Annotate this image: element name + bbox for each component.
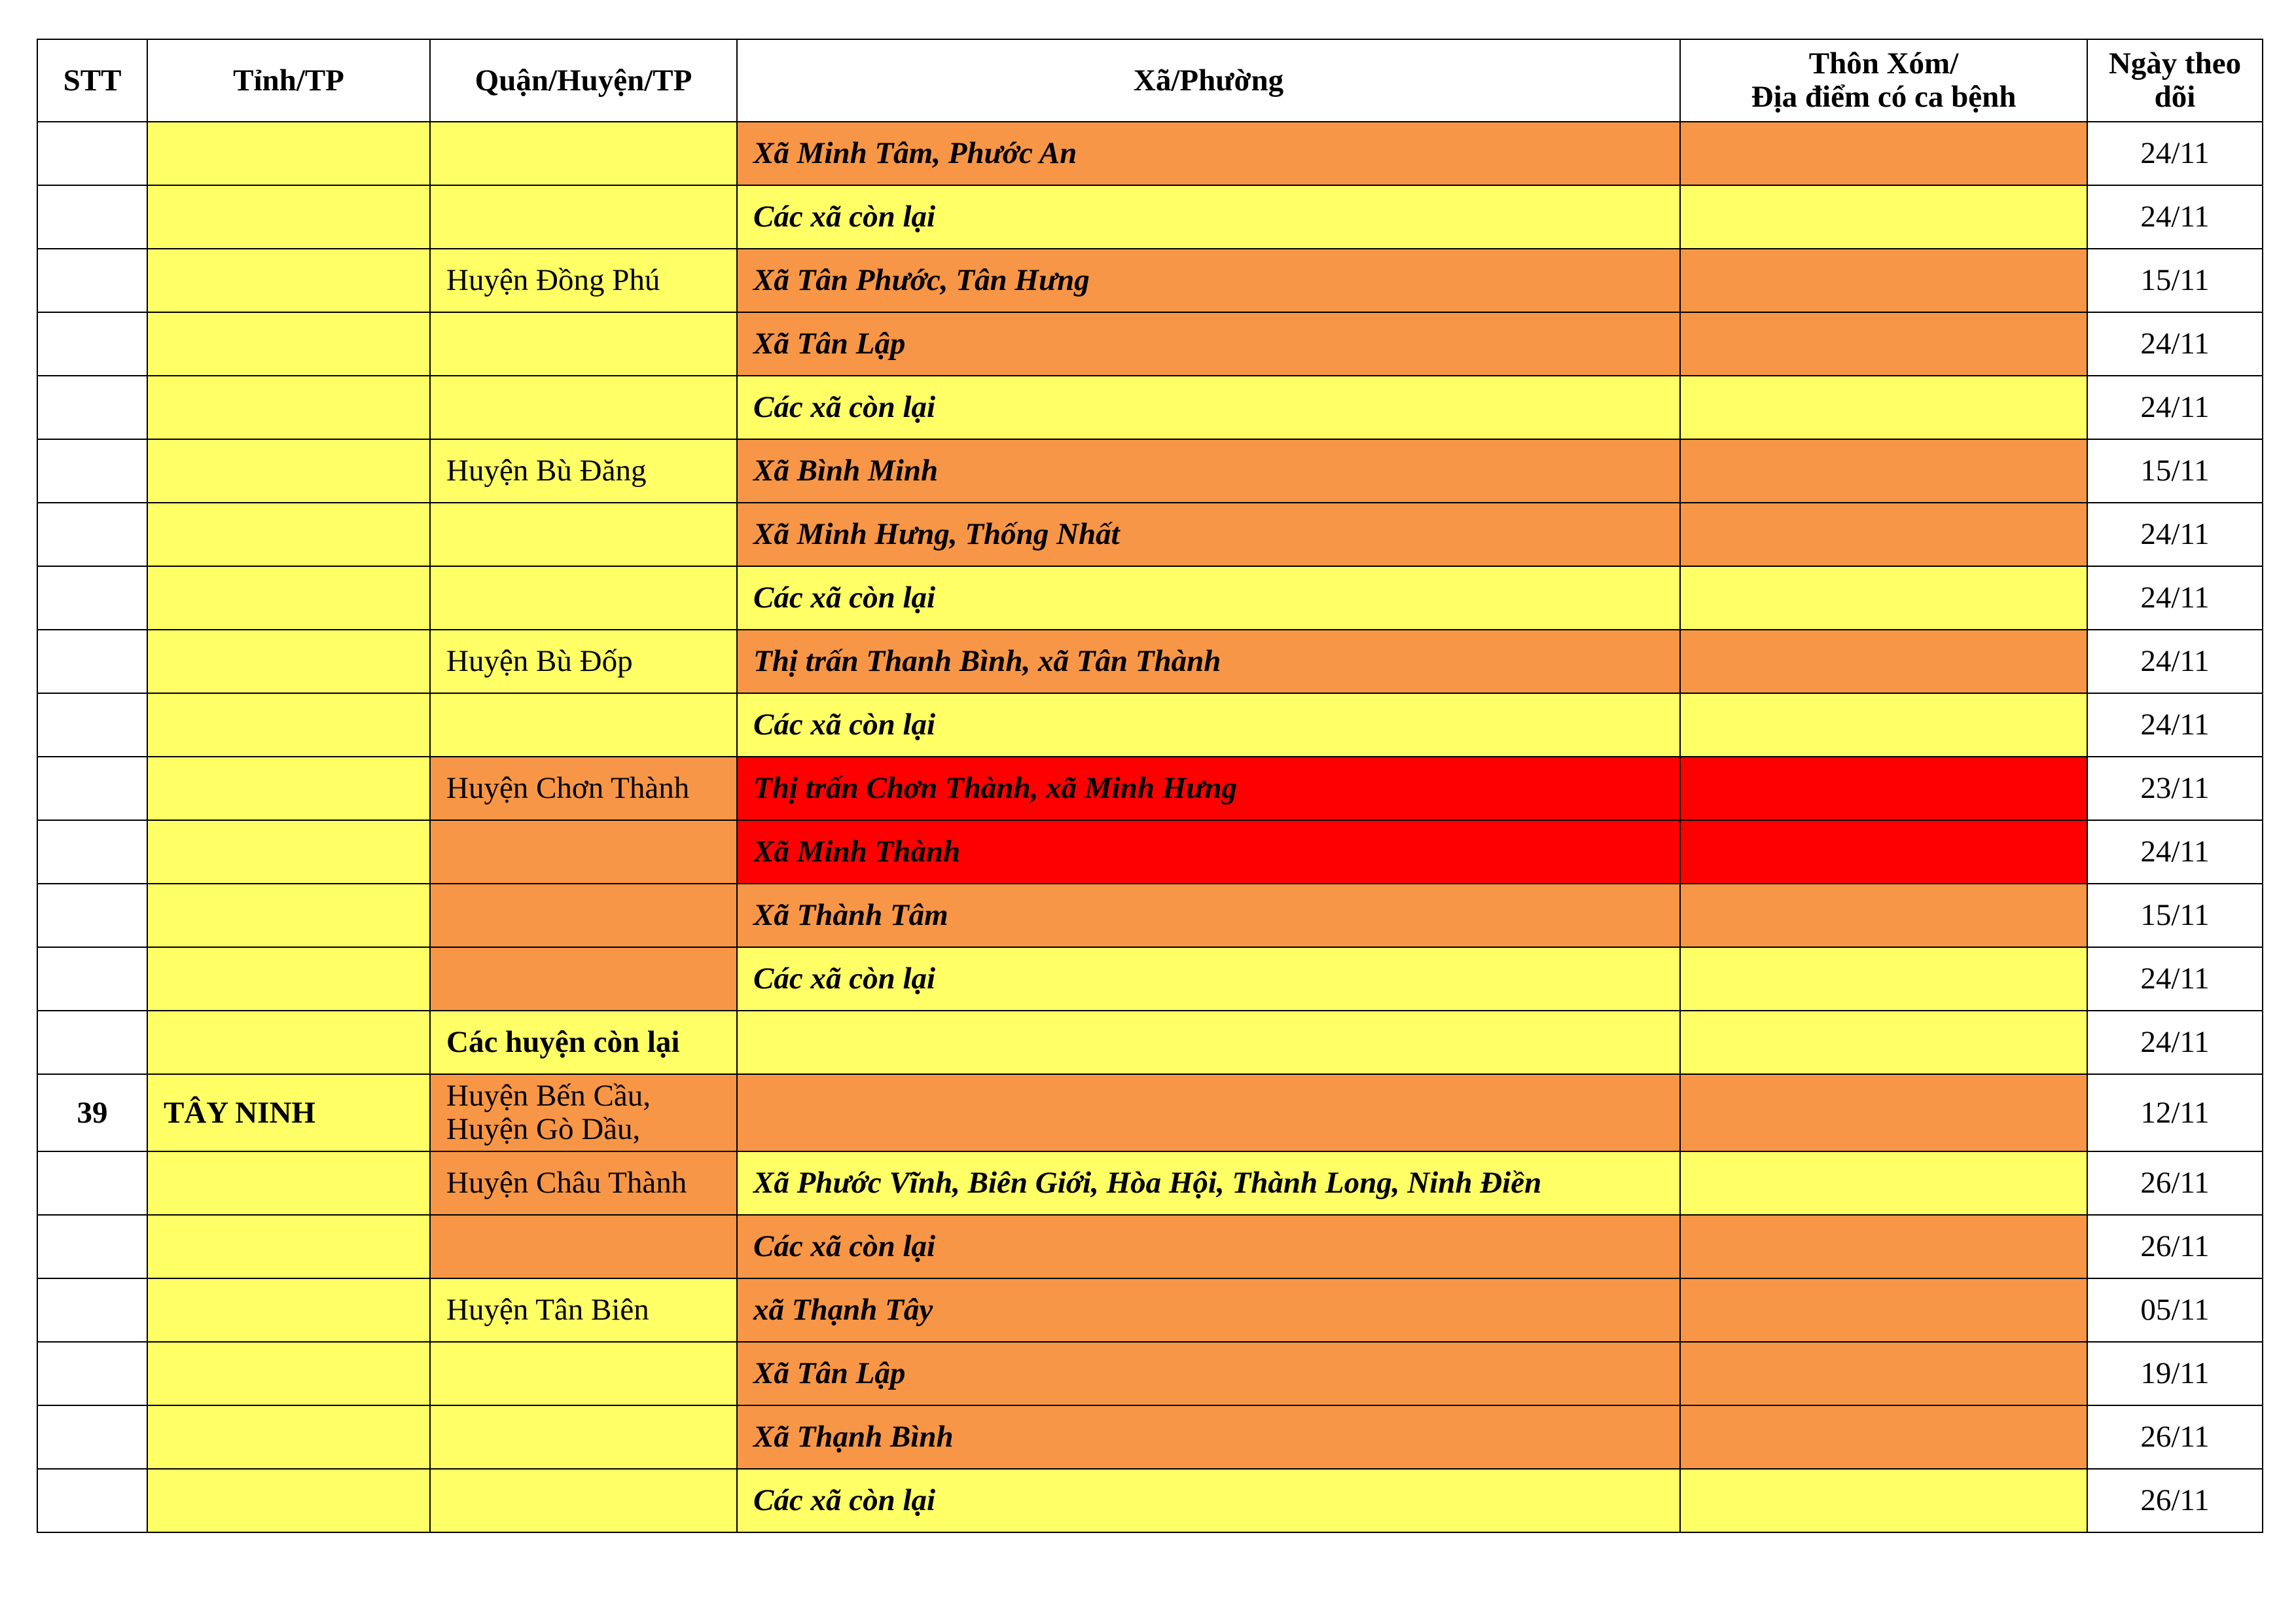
table-row xyxy=(37,1469,2263,1532)
cell-stt xyxy=(37,249,147,312)
table-row xyxy=(37,312,2263,376)
cell-ward: Xã Tân Lập xyxy=(737,312,1680,376)
cell-district xyxy=(430,820,737,884)
table-row xyxy=(37,947,2263,1011)
cell-date: 15/11 xyxy=(2087,249,2263,312)
cell-district: Huyện Châu Thành xyxy=(430,1151,737,1215)
cell-village xyxy=(1680,439,2087,503)
cell-date: 24/11 xyxy=(2087,122,2263,185)
cell-ward: Xã Tân Phước, Tân Hưng xyxy=(737,249,1680,312)
table-row xyxy=(37,1074,2263,1151)
table-row xyxy=(37,1278,2263,1342)
cell-date: 15/11 xyxy=(2087,884,2263,947)
cell-district xyxy=(430,1342,737,1405)
cell-village xyxy=(1680,376,2087,439)
cell-ward: Các xã còn lại xyxy=(737,947,1680,1011)
cell-village xyxy=(1680,1215,2087,1278)
cell-village xyxy=(1680,1011,2087,1074)
header-ward: Xã/Phường xyxy=(737,39,1680,122)
cell-ward xyxy=(737,1011,1680,1074)
cell-ward: Xã Minh Tâm, Phước An xyxy=(737,122,1680,185)
cell-village xyxy=(1680,820,2087,884)
cell-district xyxy=(430,693,737,757)
cell-village xyxy=(1680,947,2087,1011)
cell-stt xyxy=(37,376,147,439)
cell-province xyxy=(147,884,430,947)
cell-ward: Xã Bình Minh xyxy=(737,439,1680,503)
cell-district: Huyện Tân Biên xyxy=(430,1278,737,1342)
table-row xyxy=(37,1342,2263,1405)
cell-province xyxy=(147,1342,430,1405)
cell-stt xyxy=(37,1278,147,1342)
cell-date: 24/11 xyxy=(2087,947,2263,1011)
cell-province xyxy=(147,249,430,312)
table-row xyxy=(37,439,2263,503)
cell-district xyxy=(430,1469,737,1532)
cell-stt: 39 xyxy=(37,1074,147,1151)
table-row xyxy=(37,693,2263,757)
cell-province xyxy=(147,947,430,1011)
table-row xyxy=(37,185,2263,249)
cell-province xyxy=(147,1215,430,1278)
header-row xyxy=(37,39,2263,122)
cell-date: 24/11 xyxy=(2087,630,2263,693)
table-body xyxy=(37,122,2263,1532)
table-row xyxy=(37,1011,2263,1074)
cell-ward: Các xã còn lại xyxy=(737,185,1680,249)
cell-stt xyxy=(37,820,147,884)
cell-district xyxy=(430,376,737,439)
cell-date: 24/11 xyxy=(2087,1011,2263,1074)
cell-village xyxy=(1680,249,2087,312)
cell-district xyxy=(430,884,737,947)
header-district: Quận/Huyện/TP xyxy=(430,39,737,122)
cell-date: 15/11 xyxy=(2087,439,2263,503)
table-row xyxy=(37,566,2263,630)
cell-ward: Các xã còn lại xyxy=(737,1469,1680,1532)
cell-village xyxy=(1680,884,2087,947)
table-row xyxy=(37,249,2263,312)
cell-district xyxy=(430,947,737,1011)
cell-ward: Xã Thạnh Bình xyxy=(737,1405,1680,1469)
outbreak-table xyxy=(37,39,2263,1533)
table-row xyxy=(37,630,2263,693)
cell-date: 23/11 xyxy=(2087,757,2263,820)
header-village xyxy=(1680,39,2087,122)
cell-province xyxy=(147,376,430,439)
cell-date: 24/11 xyxy=(2087,820,2263,884)
cell-village xyxy=(1680,1278,2087,1342)
table-row xyxy=(37,503,2263,566)
cell-village xyxy=(1680,1342,2087,1405)
cell-district: Huyện Chơn Thành xyxy=(430,757,737,820)
cell-district: Huyện Bù Đăng xyxy=(430,439,737,503)
cell-ward: Xã Minh Thành xyxy=(737,820,1680,884)
cell-stt xyxy=(37,122,147,185)
cell-village xyxy=(1680,1074,2087,1151)
table-row xyxy=(37,1151,2263,1215)
cell-province xyxy=(147,1151,430,1215)
cell-ward: Các xã còn lại xyxy=(737,693,1680,757)
header-date xyxy=(2087,39,2263,122)
cell-date: 26/11 xyxy=(2087,1469,2263,1532)
header-village-line2: Địa điểm có ca bệnh xyxy=(1751,80,2017,114)
cell-district: Các huyện còn lại xyxy=(430,1011,737,1074)
cell-village xyxy=(1680,1405,2087,1469)
cell-province xyxy=(147,1469,430,1532)
cell-village xyxy=(1680,1151,2087,1215)
cell-ward: Thị trấn Chơn Thành, xã Minh Hưng xyxy=(737,757,1680,820)
cell-ward: Thị trấn Thanh Bình, xã Tân Thành xyxy=(737,630,1680,693)
cell-village xyxy=(1680,566,2087,630)
cell-stt xyxy=(37,1151,147,1215)
cell-village xyxy=(1680,312,2087,376)
cell-province xyxy=(147,503,430,566)
cell-ward: Xã Phước Vĩnh, Biên Giới, Hòa Hội, Thành Long, Ninh Điền xyxy=(737,1151,1680,1215)
table-row xyxy=(37,1215,2263,1278)
cell-ward: Các xã còn lại xyxy=(737,376,1680,439)
table-row xyxy=(37,820,2263,884)
cell-district xyxy=(430,185,737,249)
cell-village xyxy=(1680,757,2087,820)
cell-district: Huyện Bù Đốp xyxy=(430,630,737,693)
cell-ward xyxy=(737,1074,1680,1151)
cell-date: 19/11 xyxy=(2087,1342,2263,1405)
cell-district xyxy=(430,312,737,376)
cell-province xyxy=(147,1011,430,1074)
cell-village xyxy=(1680,185,2087,249)
cell-date: 05/11 xyxy=(2087,1278,2263,1342)
cell-district: Huyện Đồng Phú xyxy=(430,249,737,312)
cell-province xyxy=(147,1278,430,1342)
cell-village xyxy=(1680,630,2087,693)
cell-date: 24/11 xyxy=(2087,566,2263,630)
cell-district xyxy=(430,566,737,630)
cell-stt xyxy=(37,1342,147,1405)
header-stt: STT xyxy=(37,39,147,122)
cell-stt xyxy=(37,1405,147,1469)
table-row xyxy=(37,376,2263,439)
cell-stt xyxy=(37,1215,147,1278)
cell-date: 24/11 xyxy=(2087,376,2263,439)
cell-stt xyxy=(37,630,147,693)
cell-ward: Xã Thành Tâm xyxy=(737,884,1680,947)
cell-province xyxy=(147,312,430,376)
cell-ward: Xã Minh Hưng, Thống Nhất xyxy=(737,503,1680,566)
cell-province xyxy=(147,693,430,757)
table-row xyxy=(37,757,2263,820)
cell-date: 12/11 xyxy=(2087,1074,2263,1151)
cell-ward: Xã Tân Lập xyxy=(737,1342,1680,1405)
cell-stt xyxy=(37,566,147,630)
cell-stt xyxy=(37,1469,147,1532)
cell-province xyxy=(147,122,430,185)
header-province: Tỉnh/TP xyxy=(147,39,430,122)
cell-stt xyxy=(37,439,147,503)
cell-stt xyxy=(37,503,147,566)
header-village-line1: Thôn Xóm/ xyxy=(1808,46,1959,81)
cell-province xyxy=(147,1405,430,1469)
header-date-line2: dõi xyxy=(2154,80,2196,114)
cell-stt xyxy=(37,757,147,820)
cell-stt xyxy=(37,185,147,249)
cell-date: 24/11 xyxy=(2087,693,2263,757)
cell-date: 24/11 xyxy=(2087,185,2263,249)
cell-province xyxy=(147,439,430,503)
cell-stt xyxy=(37,693,147,757)
cell-stt xyxy=(37,947,147,1011)
table-row xyxy=(37,884,2263,947)
cell-ward: Các xã còn lại xyxy=(737,566,1680,630)
cell-stt xyxy=(37,312,147,376)
cell-district xyxy=(430,1215,737,1278)
cell-village xyxy=(1680,693,2087,757)
cell-district: Huyện Bến Cầu, Huyện Gò Dầu, xyxy=(430,1074,737,1151)
cell-village xyxy=(1680,503,2087,566)
cell-date: 26/11 xyxy=(2087,1405,2263,1469)
cell-province xyxy=(147,566,430,630)
cell-province xyxy=(147,185,430,249)
header-date-line1: Ngày theo xyxy=(2108,46,2242,81)
cell-province xyxy=(147,630,430,693)
cell-district xyxy=(430,1405,737,1469)
table-row xyxy=(37,122,2263,185)
cell-district xyxy=(430,503,737,566)
cell-stt xyxy=(37,1011,147,1074)
cell-date: 24/11 xyxy=(2087,312,2263,376)
cell-date: 24/11 xyxy=(2087,503,2263,566)
cell-stt xyxy=(37,884,147,947)
cell-date: 26/11 xyxy=(2087,1215,2263,1278)
cell-district xyxy=(430,122,737,185)
cell-date: 26/11 xyxy=(2087,1151,2263,1215)
cell-ward: Các xã còn lại xyxy=(737,1215,1680,1278)
cell-province: TÂY NINH xyxy=(147,1074,430,1151)
table-row xyxy=(37,1405,2263,1469)
cell-village xyxy=(1680,1469,2087,1532)
cell-ward: xã Thạnh Tây xyxy=(737,1278,1680,1342)
cell-village xyxy=(1680,122,2087,185)
cell-province xyxy=(147,820,430,884)
cell-province xyxy=(147,757,430,820)
